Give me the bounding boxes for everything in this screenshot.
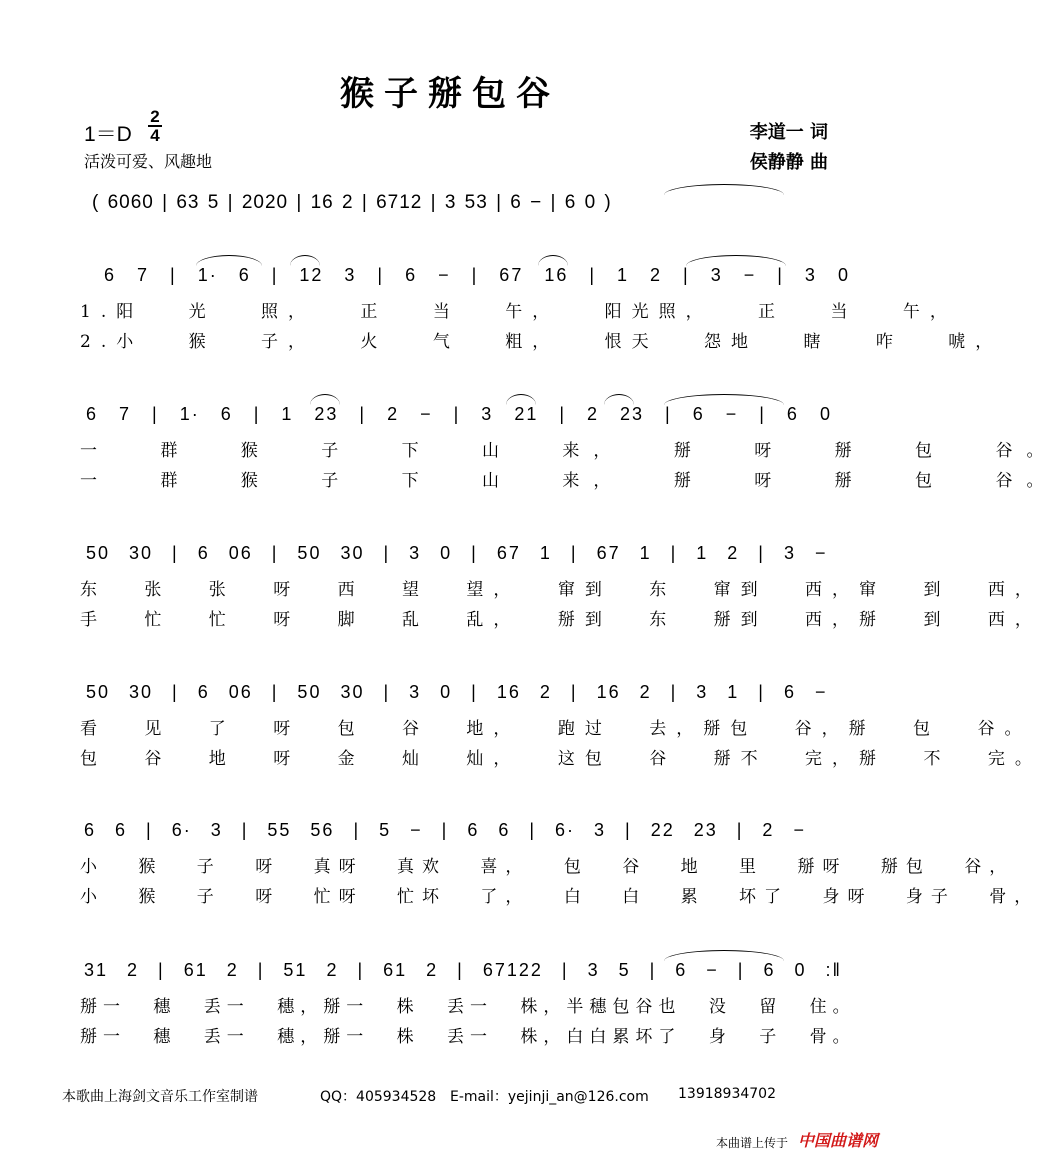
row-3-lyrics-verse-1: 东 张 张 呀 西 望 望， 窜到 东 窜到 西，窜 到 西， — [80, 580, 1042, 600]
row-2-tie-1 — [310, 394, 340, 405]
lyricist-credit: 李道一 词 — [749, 122, 828, 143]
composer-credit: 侯静静 曲 — [749, 152, 828, 173]
footer-email: E-mail：yejinji_an@126.com — [450, 1089, 649, 1105]
row-6-lyrics-verse-1: 掰一 穗 丢一 穗，掰一 株 丢一 株，半穗包谷也 没 留 住。 — [80, 997, 856, 1017]
footer-phone: 13918934702 — [678, 1086, 776, 1102]
row-2-lyrics-verse-1: 一 群 猴 子 下 山 来， 掰 呀 掰 包 谷。 — [80, 441, 1057, 461]
row-3-notation — [0, 543, 900, 577]
row-1-notation — [0, 265, 900, 299]
row-4-lyrics-verse-2: 包 谷 地 呀 金 灿 灿， 这包 谷 掰不 完，掰 不 完。 — [80, 749, 1042, 769]
music-row-4 — [0, 682, 1042, 772]
tempo-marking: 活泼可爱、风趣地 — [84, 152, 213, 171]
music-row-5 — [0, 820, 1040, 910]
row-6-tie — [664, 950, 784, 961]
row-5-lyrics-verse-1: 小 猴 子 呀 真呀 真欢 喜， 包 谷 地 里 掰呀 掰包 谷， — [80, 857, 1015, 877]
row-2-tie-2 — [506, 394, 536, 405]
row-1-notes: 6 7 | 1· 6 | 12 3 | 6 − | 67 16 | 1 2 | 3 − | 3 0 — [104, 265, 850, 285]
row-1-lyrics-verse-2: 2.小 猴 子， 火 气 粗， 恨天 怨地 瞎 咋 唬， — [80, 332, 1003, 352]
row-2-tie-3 — [604, 394, 634, 405]
row-5-lyrics-verse-2: 小 猴 子 呀 忙呀 忙坏 了， 白 白 累 坏了 身呀 身子 骨， — [80, 887, 1040, 907]
key-signature: 1＝D — [84, 123, 132, 146]
row-4-notation — [0, 682, 900, 716]
footer-credit: 本歌曲上海剑文音乐工作室制谱 — [62, 1089, 258, 1105]
row-4-notes: 50 30 | 6 06 | 50 30 | 3 0 | 16 2 | 16 2 | 3 1 | 6 − — [86, 682, 828, 702]
row-5-notation — [0, 820, 900, 854]
intro-notation-text: ( 6060 | 63 5 | 2020 | 16 2 | 6712 | 3 53 | 6 − | 6 0 ) — [92, 192, 612, 213]
row-2-notes: 6 7 | 1· 6 | 1 23 | 2 − | 3 21 | 2 23 | 6 − | 6 0 — [86, 404, 832, 424]
row-6-notation — [0, 960, 900, 994]
music-row-6 — [0, 960, 900, 1050]
row-3-lyrics-verse-2: 手 忙 忙 呀 脚 乱 乱， 掰到 东 掰到 西，掰 到 西， — [80, 610, 1042, 630]
intro-notation — [0, 192, 900, 226]
row-6-lyrics-verse-2: 掰一 穗 丢一 穗，掰一 株 丢一 株，白白累坏了 身 子 骨。 — [80, 1027, 856, 1047]
row-2-lyrics-verse-2: 一 群 猴 子 下 山 来， 掰 呀 掰 包 谷。 — [80, 471, 1057, 491]
intro-tie — [664, 184, 784, 195]
song-title: 猴子掰包谷 — [340, 74, 560, 114]
row-2-notation — [0, 404, 900, 438]
music-row-1 — [0, 265, 1003, 355]
row-5-notes: 6 6 | 6· 3 | 55 56 | 5 − | 6 6 | 6· 3 | 22 23 | 2 − — [84, 820, 806, 840]
time-signature-top: 2 — [150, 107, 160, 126]
footer-qq: QQ：405934528 — [320, 1089, 437, 1105]
row-6-notes: 31 2 | 61 2 | 51 2 | 61 2 | 67122 | 3 5 | 6 − | 6 0 :‖ — [84, 960, 842, 980]
row-1-lyrics-verse-1: 1.阳 光 照， 正 当 午， 阳光照， 正 当 午， — [80, 302, 957, 322]
site-logo[interactable]: 中国曲谱网 — [797, 1131, 878, 1150]
time-signature-bottom: 4 — [150, 126, 160, 145]
music-row-3 — [0, 543, 1042, 633]
row-3-notes: 50 30 | 6 06 | 50 30 | 3 0 | 67 1 | 67 1 | 1 2 | 3 − — [86, 543, 828, 563]
upload-note: 本曲谱上传于 — [715, 1136, 788, 1150]
row-4-lyrics-verse-1: 看 见 了 呀 包 谷 地， 跑过 去，掰包 谷，掰 包 谷。 — [80, 719, 1032, 739]
row-2-tie-4 — [664, 394, 784, 405]
music-row-2 — [0, 404, 1057, 494]
time-signature — [148, 108, 162, 144]
